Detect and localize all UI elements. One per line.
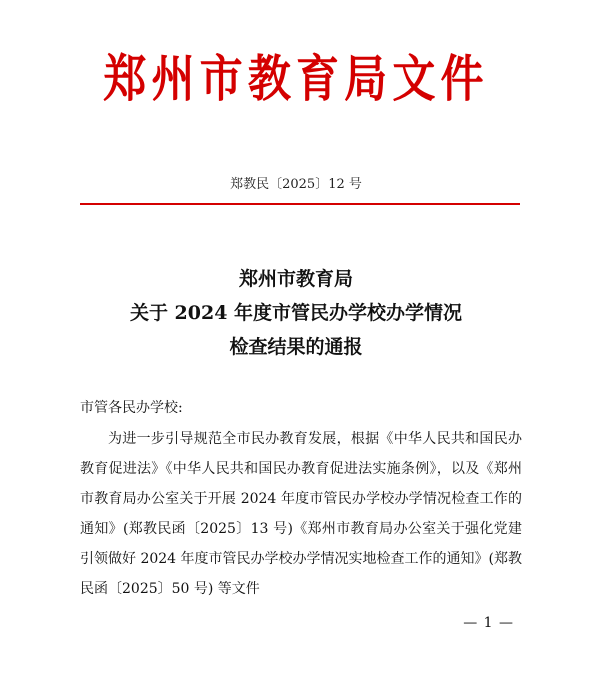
title-line-3: 检查结果的通报 — [229, 336, 363, 358]
red-header-title: 郑州市教育局文件 — [103, 50, 489, 108]
document-number: 郑教民〔2025〕12 号 — [230, 177, 362, 192]
page-number: — 1 — — [463, 615, 514, 631]
document-title — [60, 262, 532, 364]
body-paragraph: 为进一步引导规范全市民办教育发展，根据《中华人民共和国民办教育促进法》《中华人民共和国民办教育促进法实施条例》，以及《郑州市教育局办公室关于开展 2024 年度市管民办学校办学情况检查工作的通知》(郑教民函〔2025〕13 号)《郑州市教育局办公室关于强化党建引领做好 2024 年度市管民办学校办学情况实地检查工作的通知》(郑教民函〔2025〕50 号) 等文件 — [80, 431, 522, 597]
red-separator-line — [80, 203, 520, 205]
body-text — [80, 424, 522, 604]
salutation: 市管各民办学校: — [80, 400, 183, 416]
title-line-2: 关于 2024 年度市管民办学校办学情况 — [129, 302, 463, 324]
title-line-1: 郑州市教育局 — [238, 268, 353, 290]
